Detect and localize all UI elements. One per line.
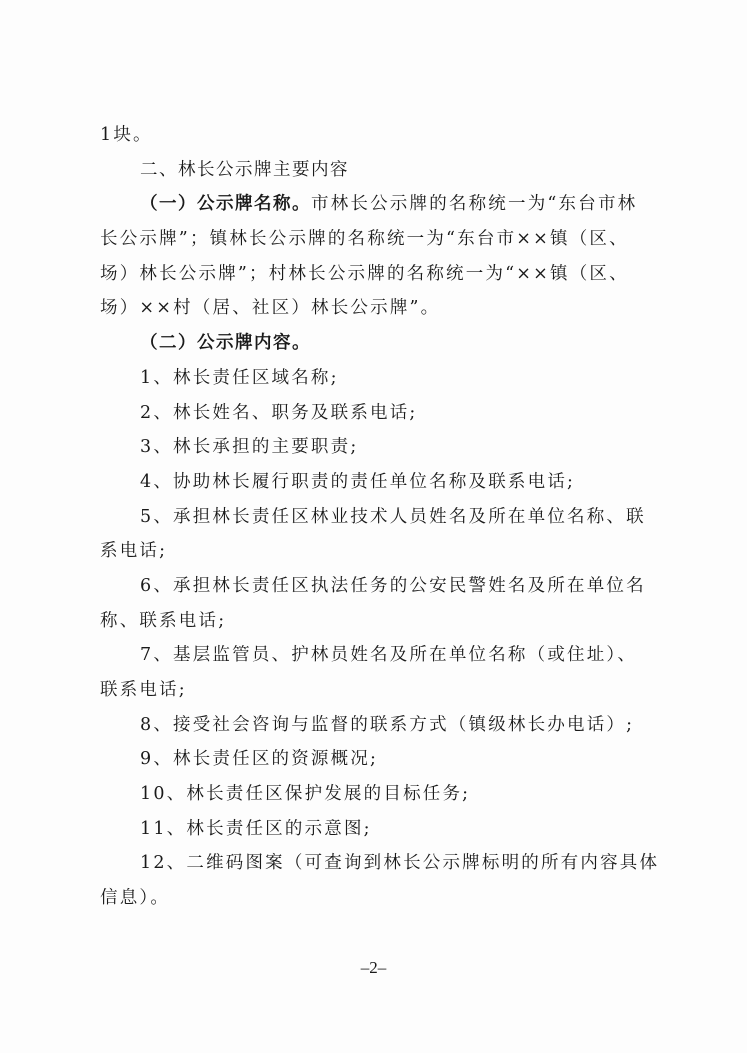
list-item-12-line-2: 信息）。 (100, 888, 171, 909)
paragraph-name-line-4: 场）××村（居、社区）林长公示牌”。 (100, 298, 441, 319)
list-item-7-line-1: 7、基层监管员、护林员姓名及所在单位名称（或住址）、 (140, 645, 638, 666)
section-heading-2: 二、林长公示牌主要内容 (140, 159, 349, 180)
list-item-6-line-1: 6、承担林长责任区执法任务的公安民警姓名及所在单位名 (140, 575, 646, 596)
text-line-1: 1块。 (100, 125, 153, 145)
name-text: 市林长公示牌的名称统一为“东台市林 (311, 194, 638, 215)
list-item-11: 11、林长责任区的示意图; (140, 818, 372, 839)
list-item-5-line-1: 5、承担林长责任区林业技术人员姓名及所在单位名称、联 (140, 506, 646, 527)
list-item-9: 9、林长责任区的资源概况; (140, 749, 379, 770)
subheading-name: （一）公示牌名称。 (140, 194, 311, 215)
list-item-4: 4、协助林长履行职责的责任单位名称及联系电话; (140, 471, 576, 492)
list-item-7-line-2: 联系电话; (100, 680, 187, 700)
list-item-3: 3、林长承担的主要职责; (140, 437, 359, 458)
subheading-content: （二）公示牌内容。 (140, 333, 311, 354)
page-number: –2– (360, 958, 387, 977)
list-item-8: 8、接受社会咨询与监督的联系方式（镇级林长办电话）; (140, 714, 635, 735)
paragraph-name-line-3: 场）林长公示牌”；村林长公示牌的名称统一为“××镇（区、 (100, 263, 629, 284)
list-item-1: 1、林长责任区域名称; (140, 367, 339, 388)
list-item-2: 2、林长姓名、职务及联系电话; (140, 402, 418, 423)
list-item-10: 10、林长责任区保护发展的目标任务; (140, 784, 471, 805)
paragraph-name-line-1 (100, 187, 660, 222)
list-item-5-line-2: 系电话; (100, 541, 168, 562)
document-body (100, 118, 660, 916)
list-item-12-line-1: 12、二维码图案（可查询到林长公示牌标明的所有内容具体 (140, 853, 660, 874)
paragraph-name-line-2: 长公示牌”；镇林长公示牌的名称统一为“东台市××镇（区、 (100, 229, 629, 250)
list-item-6-line-2: 称、联系电话; (100, 610, 227, 631)
